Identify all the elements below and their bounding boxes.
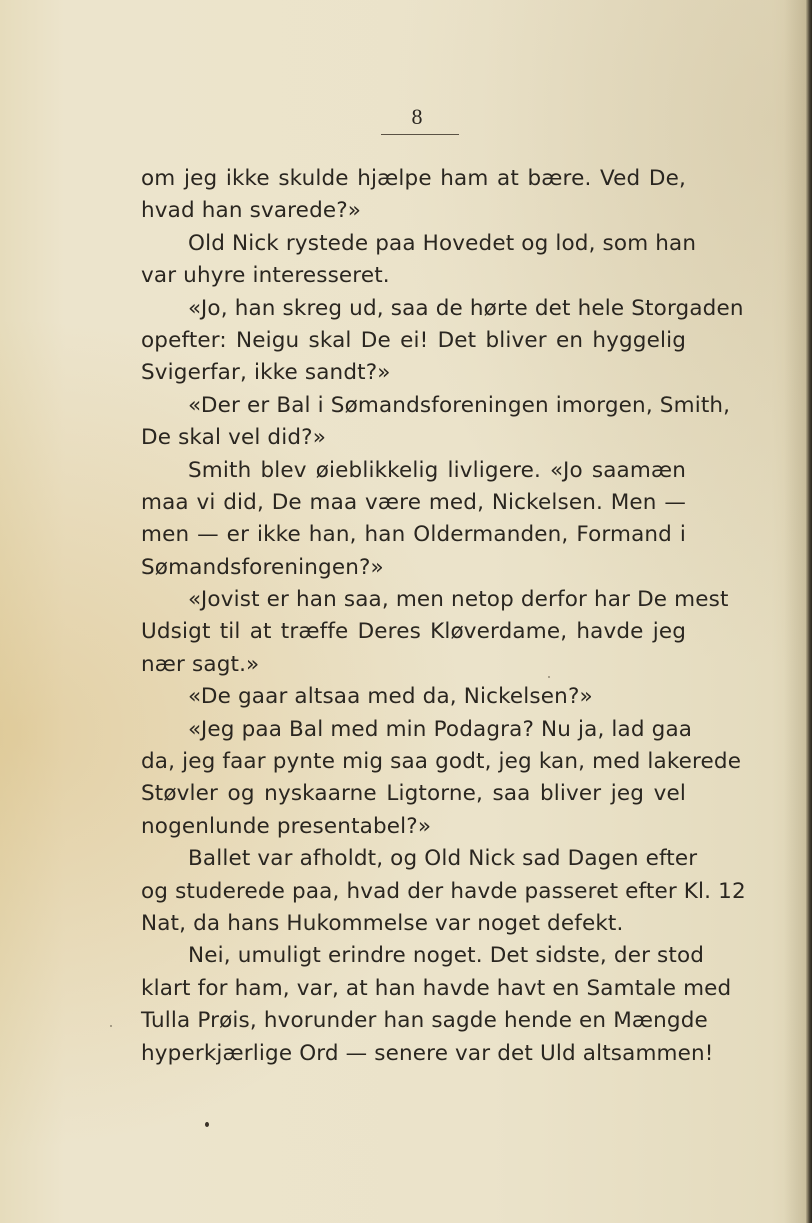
text-line: Nei, umuligt erindre noget. Det sidste, der stod [188,943,705,969]
text-line: «Jeg paa Bal med min Podagra? Nu ja, lad gaa [188,716,693,742]
text-line: Svigerfar, ikke sandt?» [141,360,391,386]
body-text [141,163,746,1070]
text-line: Støvler og nyskaarne Ligtorne, saa bliver jeg vel [141,781,686,807]
text-line: var uhyre interesseret. [141,263,390,289]
text-line: Udsigt til at træffe Deres Kløverdame, havde jeg [141,619,686,645]
text-line: nogenlunde presentabel?» [141,813,432,839]
text-line: da, jeg faar pynte mig saa godt, jeg kan, med lakerede [141,749,742,775]
text-line: opefter: Neigu skal De ei! Det bliver en hyggelig [141,327,686,353]
text-line: «Der er Bal i Sømandsforeningen imorgen, Smith, [188,392,731,418]
text-line: Old Nick rystede paa Hovedet og lod, som han [188,230,697,256]
text-line: men — er ikke han, han Oldermanden, Formand i [141,522,686,548]
text-line: om jeg ikke skulde hjælpe ham at bære. Ved De, [141,166,686,191]
text-line: hyperkjærlige Ord — senere var det Uld altsammen! [141,1040,714,1066]
text-line: klart for ham, var, at han havde havt en Samtale med [141,975,732,1001]
text-line: hvad han svarede?» [141,198,362,224]
text-line: Smith blev øieblikkelig livligere. «Jo saamæn [188,457,686,483]
ink-speck [110,1025,112,1027]
text-line: maa vi did, De maa være med, Nickelsen. Men — [141,489,686,515]
ink-speck [548,676,550,678]
ink-speck [205,1122,209,1127]
text-line: og studerede paa, hvad der havde passeret efter Kl. 12 [141,878,746,904]
text-line: «De gaar altsaa med da, Nickelsen?» [188,684,593,710]
text-line: nær sagt.» [141,651,260,677]
text-line: Nat, da hans Hukommelse var noget defekt. [141,910,624,936]
text-line: «Jo, han skreg ud, saa de hørte det hele Storgaden [188,295,744,321]
page-edge [806,0,812,1223]
text-line: Sømandsforeningen?» [141,554,384,580]
page-shadow [784,0,806,1223]
text-line: Ballet var afholdt, og Old Nick sad Dagen efter [188,846,698,872]
page-number: 8 [411,104,423,129]
text-line: Tulla Prøis, hvorunder han sagde hende en Mængde [141,1008,708,1034]
page-number-rule [381,134,459,135]
text-line: «Jovist er han saa, men netop derfor har De mest [188,587,729,613]
text-line: De skal vel did?» [141,425,327,451]
